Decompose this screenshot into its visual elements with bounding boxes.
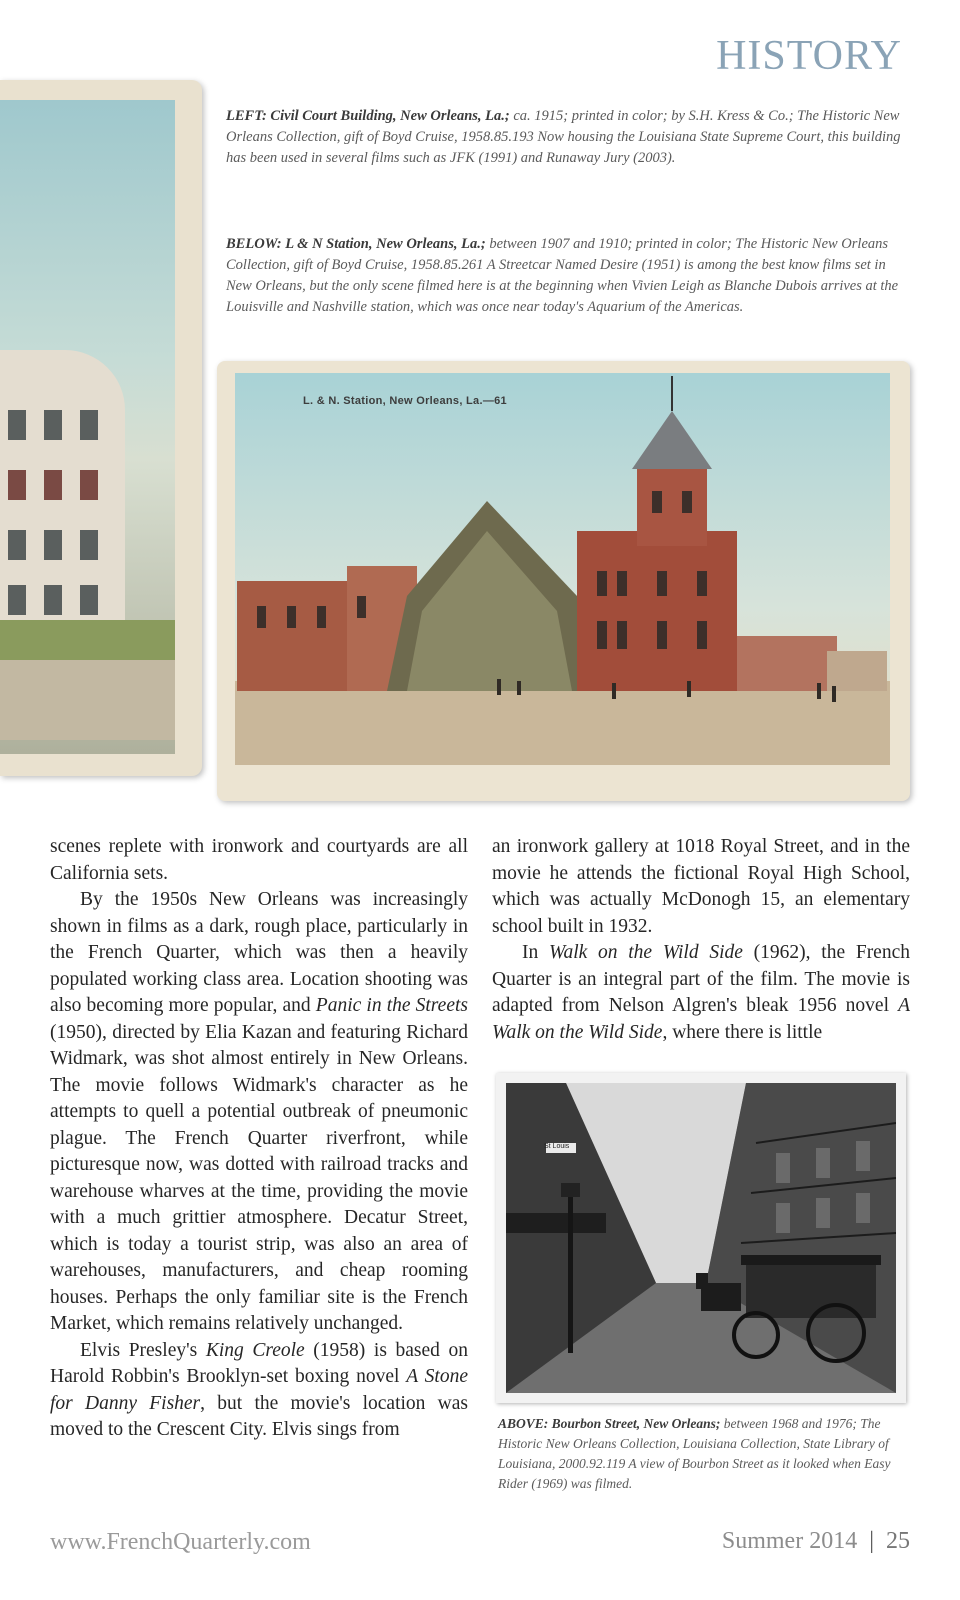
film-title: Panic in the Streets [315,995,468,1016]
caption-bourbon-title: ABOVE: Bourbon Street, New Orleans; [498,1416,721,1431]
film-title: King Creole [205,1339,305,1361]
caption-bourbon-street [498,1414,908,1494]
paragraph [50,887,468,1338]
caption-civil-court-text: ca. 1915; printed in color; by S.H. Kress & Co.; The Historic New Orleans Collection, gift of Boyd Cruise, 1958.85.193 Now housing the Louisiana State Supreme Court, this building has been used in several films such as JFK (1991) and Runaway Jury (2003). [226,108,901,166]
postcard-print-label: L. & N. Station, New Orleans, La.—61 [303,395,507,407]
paragraph: an ironwork gallery at 1018 Royal Street, and in the movie he attends the fictional Royal High School, which was actually McDonogh 15, an elementary school built in 1932. [492,836,910,937]
text-run: , where there is little [662,1021,823,1043]
footer-issue-page [722,1528,910,1555]
caption-station-title: BELOW: L & N Station, New Orleans, La.; [226,236,486,252]
text-run: (1950), directed by Elia Kazan and featuring Richard Widmark, was shot almost entirely in New Orleans. The movie follows Widmark's character as he attempts to quell a potential outbreak of pneumonic plague. The French Quarter riverfront, while picturesque now, was dotted with railroad tracks and warehouse wharves at the time, providing the movie with a much grittier atmosphere. Decatur Street, which is today a tourist strip, was also an area of warehouses, manufacturers, and cheap rooming houses. Perhaps the only familiar site is the French Market, which remains relatively unchanged. [50,1021,468,1334]
street-sign-text: St Louis [544,1143,570,1150]
section-title: HISTORY [716,33,902,79]
ln-station-postcard-image [217,361,910,801]
text-run: (1962), the French Quarter is an integral part of the film. The movie is adapted from Nelson Algren's bleak 1956 novel [492,942,910,1016]
postcard-street [0,660,175,740]
footer-website: www.FrenchQuarterly.com [50,1529,311,1555]
paragraph [50,1338,468,1444]
caption-station [226,234,906,318]
bourbon-street-illustration [506,1083,896,1393]
caption-civil-court [226,106,906,169]
body-column-left [50,834,468,1444]
book-title: A Stone for Danny Fisher [50,1366,468,1414]
paragraph: scenes replete with ironwork and courtyards are all California sets. [50,836,468,884]
caption-station-text: between 1907 and 1910; printed in color; The Historic New Orleans Collection, gift of Boyd Cruise, 1958.85.261 A Streetcar Named Desire (1951) is among the best know films set in New Orleans, but the only scene filmed here is at the beginning when Vivien Leigh as Blanche Dubois arrives at the Louisville and Nashville station, which was once near today's Aquarium of the Americas. [226,236,899,315]
body-column-right [492,834,910,1046]
text-run: Elvis Presley's [80,1339,206,1361]
footer-issue: Summer 2014 [721,1528,858,1554]
bourbon-street-photo [496,1073,906,1403]
civil-court-building [0,350,125,630]
text-run: By the 1950s New Orleans was increasingly shown in films as a dark, rough place, particularly in the French Quarter, which was then a heavily populated working class area. Location shooting was also becoming more popular, and [50,889,468,1016]
page-number: 25 [886,1528,910,1554]
text-run: In [522,942,549,963]
text-run: (1958) is based on Harold Robbin's Brooklyn-set boxing novel [50,1339,469,1387]
book-title: A Walk on the Wild Side [492,995,910,1043]
film-title: Walk on the Wild Side [549,942,743,963]
station-illustration [217,361,910,801]
postcard-lawn [0,620,175,660]
caption-bourbon-text: between 1968 and 1976; The Historic New Orleans Collection, Louisiana Collection, State Library of Louisiana, 2000.92.119 A view of Bourbon Street as it looked when Easy Rider (1969) was filmed. [498,1416,891,1491]
caption-civil-court-title: LEFT: Civil Court Building, New Orleans, La.; [226,108,510,124]
footer-separator: | [869,1528,874,1554]
text-run: , but the movie's location was moved to the Crescent City. Elvis sings from [50,1392,468,1440]
paragraph [492,940,910,1046]
civil-court-postcard-image [0,80,202,776]
